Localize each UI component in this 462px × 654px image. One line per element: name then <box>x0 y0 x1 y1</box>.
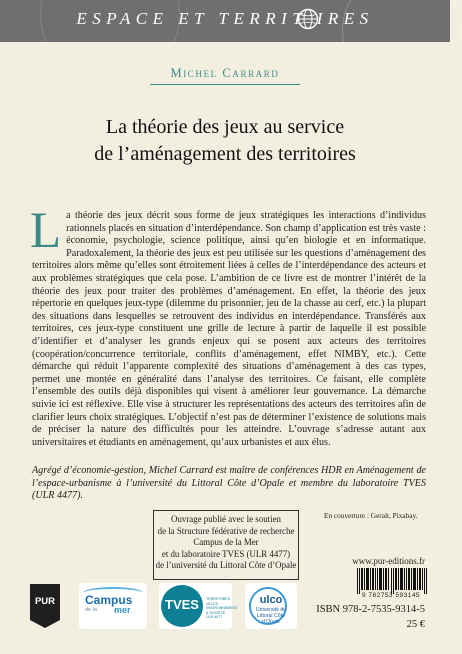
pur-logo-text: PUR <box>34 596 56 607</box>
globe-icon <box>297 8 319 30</box>
price: 25 € <box>406 619 425 630</box>
support-line: de la Structure fédérative de recherche <box>157 525 295 536</box>
abstract-text <box>30 203 426 449</box>
series-banner <box>0 0 450 42</box>
book-title-line: La théorie des jeux au service <box>105 116 345 138</box>
tves-logo-text: TVES <box>165 597 199 612</box>
abstract-body: a théorie des jeux décrit sous forme de jeux stratégiques les interactions d’individus rationnels placés en situation d’interdépendance. Son champ d’application est très vaste : économie, psychologie, science politique, ainsi qu’en biologie et en informatique. Paradoxalement, la théorie des jeux est peu utilisée sur les questions d’aménagement des territoires alors même qu’elles sont étroitement liées à celles de l’interdépendance des acteurs et aux problèmes stratégiques que cela pose. L’ambition de ce livre est de montrer l’intérêt de la théorie des jeux pour traiter des problèmes d’aménagement. En effet, la théorie des jeux répertorie en quelques jeux-type (dilemme du prisonnier, jeu de la chasse au cerf, etc.) la plupart des situations dans lesquelles se retrouvent des individus en interdépendance. Transférés aux territoires, ces jeux-type constituent une grille de lecture à partir de laquelle il est possible d’identifier et d’analyser les grands enjeux qui se posent aux acteurs des territoires (coopération/concurrence territoriale, conflits d’aménagement, effet NIMBY, etc.). Cette démarche qui réduit l’apparente complexité des situations d’aménagement à des cas types, permet une montée en généralité dans l’analyse des territoires. Ce faisant, elle complète l’ensemble des outils déjà disponibles qui visent à améliorer leur gouvernance. La démarche suivie ici est réflexive. Elle vise à structurer les représentations des acteurs des territoires afin de clarifier leurs choix stratégiques. L’objectif n’est pas de déterminer l’existence de solutions mais de préciser la nature des difficultés pour les atteindre. L’ouvrage s’adresse autant aux universitaires et étudiants en aménagement, qu’aux urbanistes et aux élus. <box>32 210 426 448</box>
barcode <box>357 568 427 594</box>
campus-logo-text: Campus <box>85 593 133 607</box>
cover-credit: En couverture : Geralt, Pixabay. <box>324 511 418 520</box>
divider <box>150 84 300 85</box>
ulco-logo-subtext: Université du Littoral Côte d’Opale <box>255 607 287 625</box>
drop-cap: L <box>30 203 62 259</box>
tves-logo <box>159 583 238 629</box>
ulco-logo <box>245 583 297 629</box>
support-line: et du laboratoire TVES (ULR 4477) <box>161 548 291 559</box>
ulco-logo-text: ulco <box>259 594 283 606</box>
series-title: ESPACE ET TERRIT IRES <box>76 9 374 28</box>
book-title-line: de l’aménagement des territoires <box>94 143 356 165</box>
campus-logo-mer: mer <box>114 605 131 615</box>
barcode-number: 9 782753 593145 <box>361 592 421 599</box>
support-line: de l’université du Littoral Côte d’Opale <box>155 560 297 570</box>
author-name: Michel Carrard <box>170 66 280 80</box>
tves-logo-subtext: TERRITOIRES VILLES ENVIRONNEMENT & SOCIÉTÉ ULR 4477 <box>206 597 238 620</box>
support-line: Ouvrage publié avec le soutien <box>171 514 281 524</box>
support-notice <box>153 510 299 580</box>
book-title <box>30 114 420 168</box>
publisher-website: www.pur-editions.fr <box>352 556 425 566</box>
campus-logo-subtext: de la <box>85 607 97 613</box>
campus-de-la-mer-logo <box>79 583 147 629</box>
support-line: Campus de la Mer <box>193 537 259 547</box>
author-bio: Agrégé d’économie-gestion, Michel Carrard est maître de conférences HDR en Aménagement de l’espace-urbanisme à l’université du Littoral Côte d’Opale et membre du laboratoire TVES (ULR 4477). <box>32 465 426 502</box>
isbn: ISBN 978-2-7535-9314-5 <box>316 604 425 615</box>
